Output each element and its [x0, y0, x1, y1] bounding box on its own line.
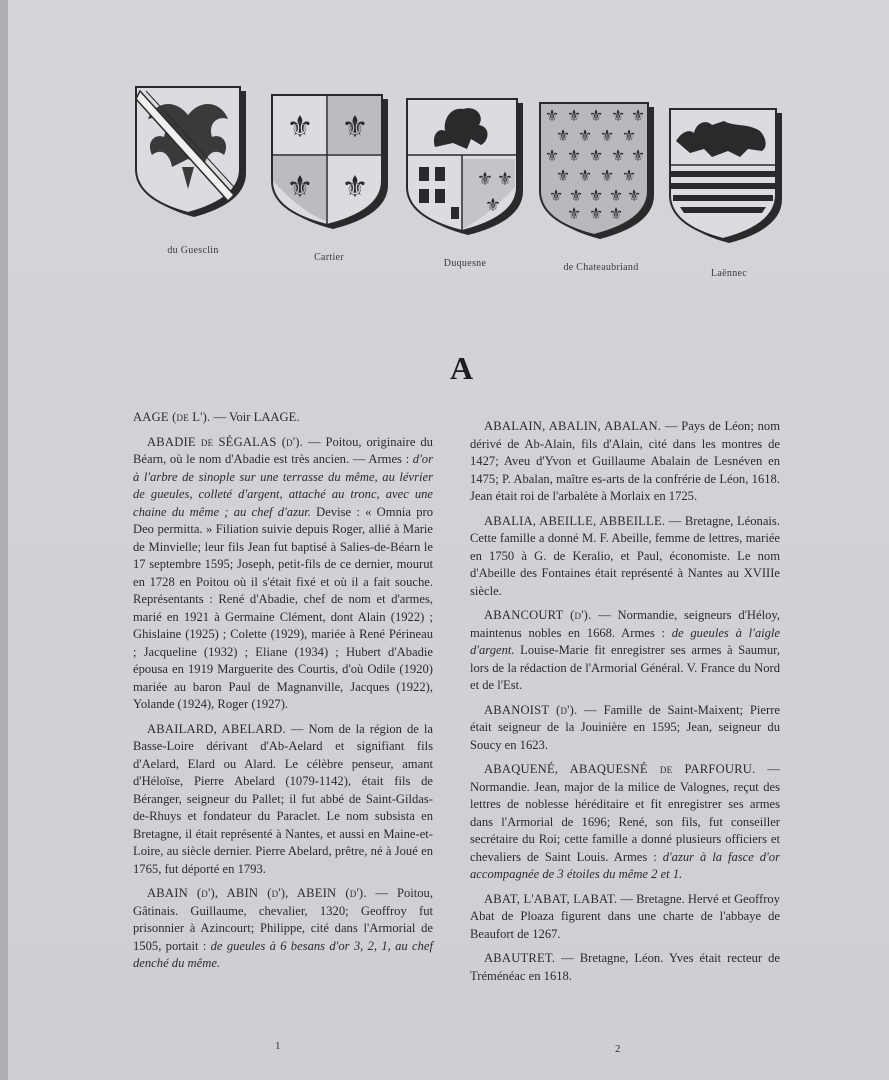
svg-text:⚜: ⚜ [568, 188, 584, 205]
svg-text:⚜: ⚜ [548, 188, 564, 205]
book-page [8, 0, 889, 1080]
svg-text:⚜: ⚜ [630, 108, 646, 125]
entry-abalain: ABALAIN, ABALIN, ABALAN. — Pays de Léon; nom dérivé de Ab-Alain, fils d'Alain, cité dans les montres de 1427; Aveu d'Yvon et Guillaume Abalain de Lesnéven en 1475; P. Abalan, maître es-arts de la confrérie de Léon, 1618. Jean était roi de l'arbalète à Morlaix en 1725. [470, 419, 780, 503]
svg-text:⚜: ⚜ [566, 148, 582, 165]
svg-text:⚜: ⚜ [286, 111, 314, 144]
entry-abanoist: ABANOIST (d'). — Famille de Saint-Maixent; Pierre était seigneur de la Jouinière en 1595; Jean, seigneur du Soucy en 1623. [470, 702, 780, 752]
svg-text:⚜: ⚜ [577, 168, 593, 185]
svg-text:⚜: ⚜ [588, 108, 604, 125]
svg-text:⚜: ⚜ [577, 128, 593, 145]
svg-text:⚜: ⚜ [544, 148, 560, 165]
page-edge [0, 0, 8, 1080]
svg-text:⚜: ⚜ [599, 168, 615, 185]
svg-text:⚜: ⚜ [496, 169, 514, 189]
caption-du-guesclin: du Guesclin [167, 245, 219, 256]
svg-text:⚜: ⚜ [555, 168, 571, 185]
svg-text:⚜: ⚜ [621, 128, 637, 145]
shield-chateaubriand [538, 101, 658, 243]
svg-text:⚜: ⚜ [341, 111, 369, 144]
entry-abancourt: ABANCOURT (d'). — Normandie, seigneurs d'Héloy, maintenus nobles en 1668. Armes : de gueules à l'aigle d'argent. Louise-Marie fit enregistrer ses armes à Saumur, lors de la rédaction de l'Armorial Général. V. France du Nord et de l'Est. [470, 608, 780, 692]
svg-text:⚜: ⚜ [608, 188, 624, 205]
svg-text:⚜: ⚜ [566, 108, 582, 125]
svg-text:⚜: ⚜ [544, 108, 560, 125]
entry-abailard: ABAILARD, ABELARD. — Nom de la région de la Basse-Loire dérivant d'Ab-Aelard et signifiant fils d'Aelard, Elard ou Alard. Le célèbre penseur, amant d'Héloïse, Pierre Abelard (1079-1142), était fils de Béranger, seigneur du Pallet; il fut abbé de Saint-Gildas-de-Rhuys et fondateur du Paraclet. Le nom subsista en Bretagne, il était représenté à Nantes, et aussi en Maine-et-Loire, au siècle dernier. Pierre Abelard, prêtre, né à Joué en 1765, fut déporté en 1793. [133, 721, 433, 876]
entry-abain: ABAIN (d'), ABIN (d'), ABEIN (d'). — Poitou, Gâtinais. Guillaume, chevalier, 1320; Geoffroy fut prisonnier à Azincourt; Philippe, cité dans l'Armorial de 1505, portait : de gueules à 6 besans d'or 3, 2, 1, au chef denché du même. [133, 886, 433, 970]
section-letter: A [450, 350, 474, 386]
svg-text:⚜: ⚜ [341, 171, 369, 204]
svg-text:⚜: ⚜ [608, 206, 624, 223]
svg-text:⚜: ⚜ [588, 188, 604, 205]
svg-text:⚜: ⚜ [588, 148, 604, 165]
page-number-left: 1 [275, 1040, 281, 1052]
shield-duquesne [405, 97, 527, 239]
svg-text:⚜: ⚜ [484, 195, 502, 215]
right-column [470, 418, 780, 992]
svg-text:⚜: ⚜ [626, 188, 642, 205]
caption-chateaubriand: de Chateaubriand [563, 262, 639, 273]
entry-abat: ABAT, L'ABAT, LABAT. — Bretagne. Hervé et Geoffroy Abat de Ploaza figurent dans une charte de l'abbaye de Beaufort de 1267. [470, 891, 780, 941]
svg-text:⚜: ⚜ [566, 206, 582, 223]
shield-laennec [668, 107, 786, 247]
caption-duquesne: Duquesne [443, 258, 487, 269]
shield-cartier [270, 93, 392, 233]
entry-aage: AAGE (de L'). — Voir LAAGE. [133, 410, 300, 424]
caption-cartier: Cartier [314, 252, 344, 263]
svg-text:⚜: ⚜ [555, 128, 571, 145]
entry-abadie: ABADIE de SÉGALAS (d'). — Poitou, originaire du Béarn, où le nom d'Abadie est très ancien. — Armes : d'or à l'arbre de sinople sur une terrasse du même, au lévrier de gueules, colleté d'argent, attaché au tronc, avec une chaine du même ; au chef d'azur. Devise : « Omnia pro Deo permitta. » Filiation suivie depuis Roger, allié à Marie de Minvielle; leur fils Jean fut baptisé à Salies-de-Béarn le 17 septembre 1595; Joseph, petit-fils de ce dernier, mourut en 1728 en Poitou où il s'était fixé et où il a fait souche. Représentants : René d'Abadie, chef de nom et d'armes, marié en 1921 à Germaine Clément, dont Alain (1922) ; Ghislaine (1925) ; Colette (1929), mariée à René Périneau ; Jacqueline (1932) ; Eliane (1934) ; Hubert d'Abadie épousa en 1919 Marguerite des Courtis, d'où Odile (1920) mariée au baron Paul de Magnanville, Jacques (1922), Yolande (1924), Roger (1927). [133, 434, 433, 711]
svg-text:⚜: ⚜ [476, 169, 494, 189]
svg-text:⚜: ⚜ [588, 206, 604, 223]
svg-text:⚜: ⚜ [599, 128, 615, 145]
caption-laennec: Laënnec [711, 268, 747, 279]
svg-text:⚜: ⚜ [621, 168, 637, 185]
shield-du-guesclin [134, 85, 252, 220]
entry-abaquene: ABAQUENÉ, ABAQUESNÉ de PARFOURU. — Normandie. Jean, major de la milice de Valognes, reçut des lettres de noblesse héréditaire et fit enregistrer ses armes dans l'Armorial de 1696; René, son fils, fut conseiller secrétaire du Roi; cette famille a donné plusieurs officiers et chevaliers de Saint Louis. Armes : d'azur à la fasce d'or accompagnée de 3 étoiles du même 2 et 1. [470, 762, 780, 881]
svg-text:⚜: ⚜ [610, 108, 626, 125]
svg-text:⚜: ⚜ [286, 171, 314, 204]
entry-abautret: ABAUTRET. — Bretagne, Léon. Yves était recteur de Tréménéac en 1618. [470, 951, 780, 983]
entry-abalia: ABALIA, ABEILLE, ABBEILLE. — Bretagne, Léonais. Cette famille a donné M. F. Abeille, femme de lettres, mariée en 1750 à G. de Keralio, et Paul, économiste. Le nom d'Abeille des Fontaines était représenté à Nantes au XVIIIe siècle. [470, 513, 780, 598]
left-column [133, 409, 433, 980]
page-number-right: 2 [615, 1043, 621, 1055]
svg-text:⚜: ⚜ [610, 148, 626, 165]
svg-text:⚜: ⚜ [630, 148, 646, 165]
